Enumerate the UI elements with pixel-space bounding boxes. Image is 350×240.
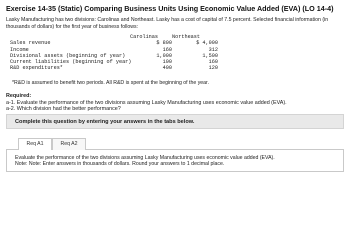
northeast-value: 312 [208,46,218,53]
carolinas-value: $ 800 [156,40,172,47]
row-label: Divisional assets (beginning of year) [10,52,126,59]
banner-text: Complete this question by entering your answers in the tabs below. [15,119,195,125]
carolinas-value: 100 [162,59,172,66]
exercise-title: Exercise 14-35 (Static) Comparing Business Units Using Economic Value Added (EVA) (LO 14-4) [6,4,334,13]
northeast-value: 160 [208,59,218,66]
tab-req-a1[interactable]: Req A1 [18,138,52,150]
row-label: Current liabilities (beginning of year) [10,59,132,66]
carolinas-value: 160 [162,46,172,53]
requirement-a1: a-1. Evaluate the performance of the two divisions assuming Lasky Manufacturing uses economic value added (EVA). [6,99,287,106]
required-section [6,93,287,113]
northeast-value: $ 4,000 [196,40,218,47]
row-label: Sales revenue [10,40,51,47]
panel-instruction: Evaluate the performance of the two divisions assuming Lasky Manufacturing uses economic value added (EVA). [15,155,275,161]
carolinas-value: 400 [162,65,172,72]
row-label: Income [10,46,29,53]
requirement-a2: a-2. Which division had the better performance? [6,106,121,113]
required-heading: Required: [6,93,32,99]
instruction-banner [6,114,344,129]
rd-footnote: *R&D is assumed to benefit two periods. All R&D is spent at the beginning of the year. [12,80,209,86]
row-label: R&D expenditures* [10,65,63,72]
financial-table [6,34,322,72]
tab-panel [6,150,344,172]
northeast-value: 1,500 [202,52,218,59]
tab-req-a2[interactable]: Req A2 [52,138,86,150]
column-header-northeast: Northeast [172,34,201,40]
carolinas-value: 1,000 [156,52,172,59]
column-header-carolinas: Carolinas [130,34,159,40]
answer-tabs [6,138,344,150]
intro-text: Lasky Manufacturing has two divisions: Carolinas and Northeast. Lasky has a cost of capital of 7.5 percent. Selected financial information (in thousands of dollars) for the first year of business follows: [6,17,329,30]
panel-note: Note: Note: Enter answers in thousands of dollars. Round your answers to 1 decimal place. [15,161,225,168]
panel-text [15,155,275,167]
northeast-value: 120 [208,65,218,72]
table-row [6,65,322,71]
